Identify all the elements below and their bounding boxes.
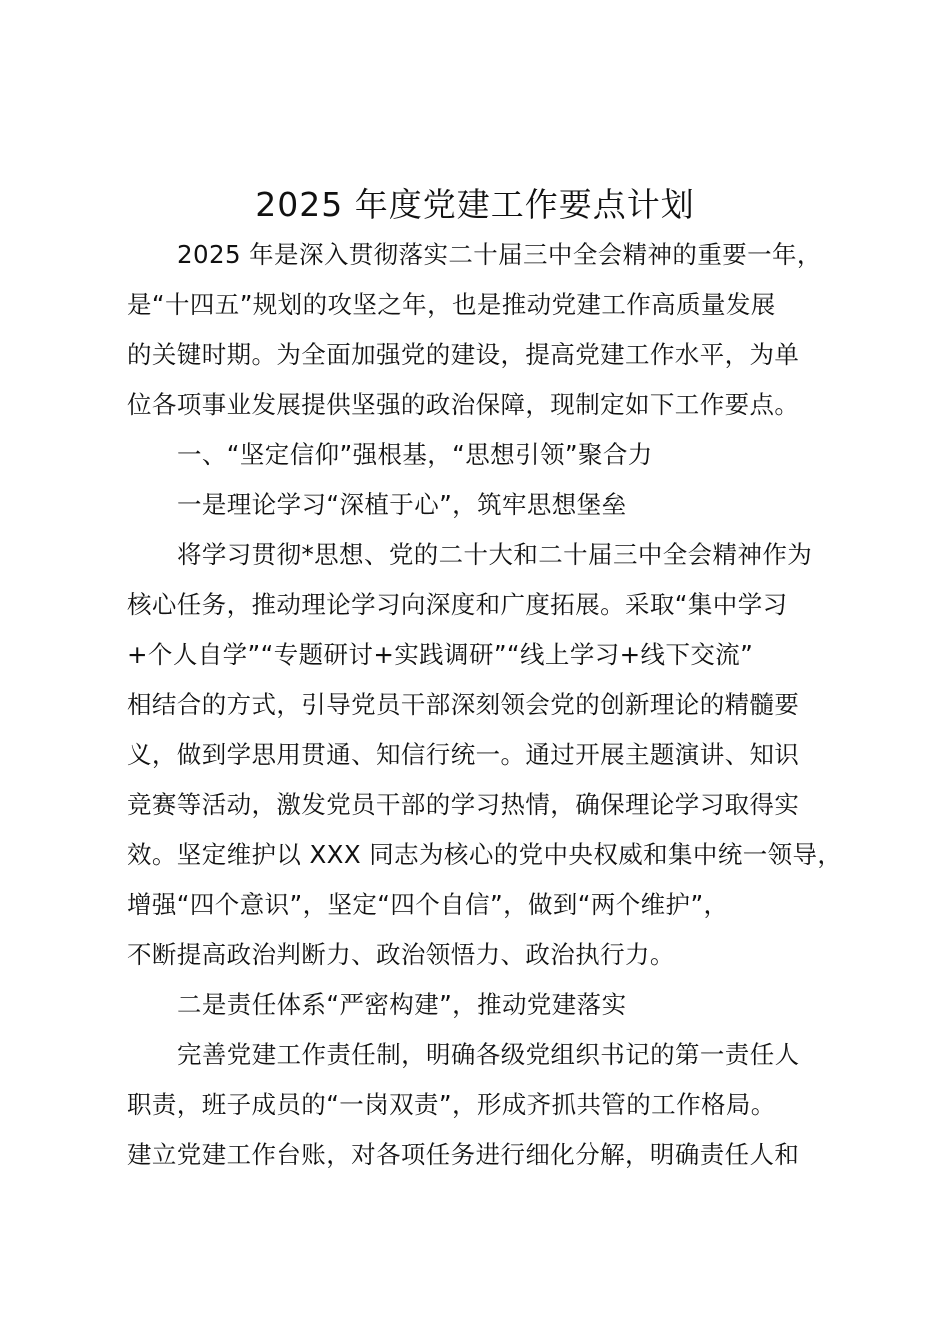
paragraph-line: 的关键时期。为全面加强党的建设，提高党建工作水平，为单 — [127, 340, 800, 369]
paragraph-line: 不断提高政治判断力、政治领悟力、政治执行力。 — [127, 940, 675, 969]
paragraph-line: 完善党建工作责任制，明确各级党组织书记的第一责任人 — [177, 1040, 800, 1069]
subsection-heading: 一是理论学习“深植于心”，筑牢思想堡垒 — [177, 490, 627, 519]
paragraph-line: 竞赛等活动，激发党员干部的学习热情，确保理论学习取得实 — [127, 790, 800, 819]
paragraph-line: 位各项事业发展提供坚强的政治保障，现制定如下工作要点。 — [127, 390, 800, 419]
document-title: 2025 年度党建工作要点计划 — [255, 185, 695, 224]
paragraph-line: 效。坚定维护以 XXX 同志为核心的党中央权威和集中统一领导， — [127, 840, 843, 869]
paragraph-line: 核心任务，推动理论学习向深度和广度拓展。采取“集中学习 — [127, 590, 788, 619]
paragraph-line: 将学习贯彻*思想、党的二十大和二十届三中全会精神作为 — [177, 540, 813, 569]
paragraph-line: 建立党建工作台账，对各项任务进行细化分解，明确责任人和 — [127, 1140, 800, 1169]
subsection-heading: 二是责任体系“严密构建”，推动党建落实 — [177, 990, 627, 1019]
paragraph-line: 是“十四五”规划的攻坚之年，也是推动党建工作高质量发展 — [127, 290, 776, 319]
paragraph-line: 相结合的方式，引导党员干部深刻领会党的创新理论的精髓要 — [127, 690, 800, 719]
paragraph-line: 增强“四个意识”，坚定“四个自信”，做到“两个维护”， — [127, 890, 729, 919]
paragraph-line: 职责，班子成员的“一岗双责”，形成齐抓共管的工作格局。 — [127, 1090, 776, 1119]
document-body — [127, 230, 843, 1180]
paragraph-line: 义，做到学思用贯通、知信行统一。通过开展主题演讲、知识 — [127, 740, 800, 769]
paragraph-line: +个人自学”“专题研讨+实践调研”“线上学习+线下交流” — [127, 640, 754, 669]
paragraph-line: 2025 年是深入贯彻落实二十届三中全会精神的重要一年， — [177, 240, 822, 269]
section-heading: 一、“坚定信仰”强根基，“思想引领”聚合力 — [177, 440, 653, 469]
